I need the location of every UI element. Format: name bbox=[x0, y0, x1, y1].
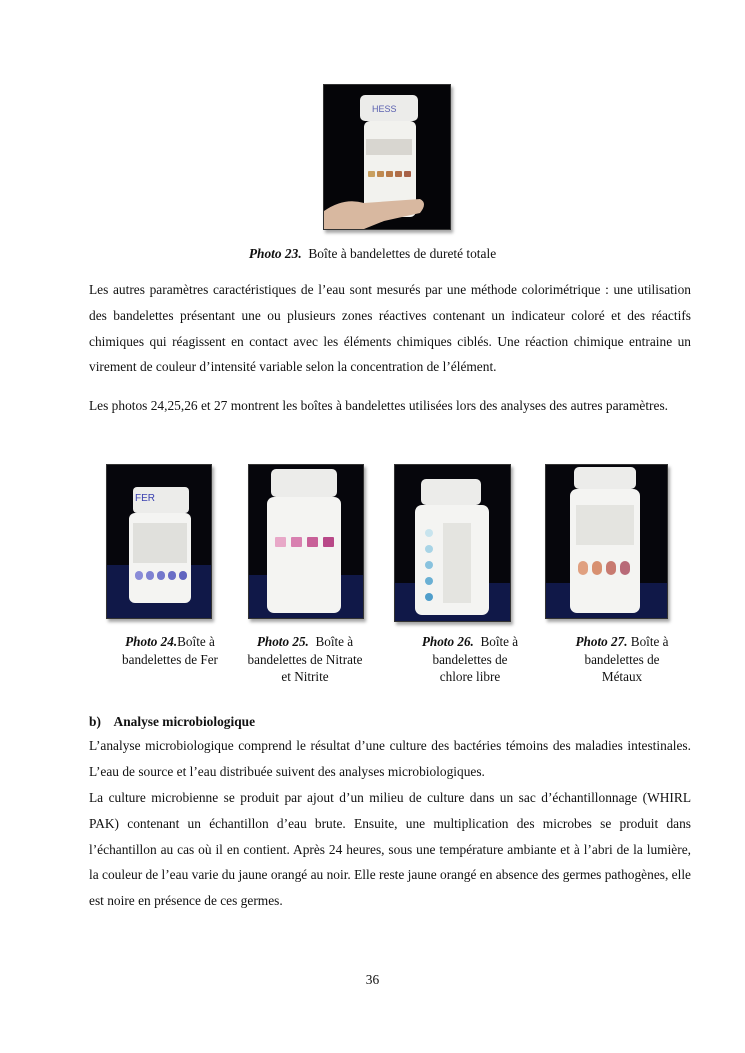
photo-27-caption-line2: bandelettes de bbox=[584, 651, 660, 667]
hard-sw-swatch bbox=[404, 171, 411, 177]
section-b-heading: b) Analyse microbiologique bbox=[89, 714, 256, 729]
photo-26-caption-line3: chlore libre bbox=[439, 669, 501, 684]
iron-sw-swatch bbox=[157, 571, 165, 580]
photo-24-caption-line1: Boîte à bbox=[177, 634, 215, 649]
nitrate-sw-swatch bbox=[291, 537, 302, 547]
page-number: 36 bbox=[365, 972, 380, 987]
paragraph-microbio-culture: La culture microbienne se produit par ajout d’un milieu de culture dans un sac d’échantillonnage (WHIRL PAK) contenant un échantillon d’eau brute. Ensuite, une multiplication des microbes se produit dans l’échantillon au cas où il en contient. Après 24 heures, sous une température ambiante et à l’abri de la lumière, la couleur de l’eau varie du jaune orangé au noir. Elle reste jaune orangé en absence des germes pathogènes, elle est noire en présence de ces germes. bbox=[89, 790, 691, 909]
iron-sw-swatch bbox=[146, 571, 154, 580]
photo-26-caption bbox=[395, 633, 545, 686]
chlorine-sw-swatch bbox=[425, 529, 433, 537]
hard-sw-swatch bbox=[395, 171, 402, 177]
metals-sw-swatch bbox=[592, 561, 602, 575]
hard-sw-swatch bbox=[377, 171, 384, 177]
photo-27-image bbox=[545, 464, 668, 619]
metals-sw-swatch bbox=[606, 561, 616, 575]
photo-25-caption-line2: bandelettes de Nitrate bbox=[247, 651, 363, 667]
hard-sw-swatch bbox=[368, 171, 375, 177]
metals-sw-swatch bbox=[620, 561, 630, 575]
photo-26-caption-line2: bandelettes de bbox=[432, 651, 508, 667]
photo-23-bottle-writing: HESS bbox=[372, 104, 397, 114]
photo-26-image bbox=[394, 464, 511, 622]
nitrate-sw-swatch bbox=[323, 537, 334, 547]
photo-26-label: Photo 26. bbox=[421, 634, 474, 649]
photo-24-bottle-writing: FER bbox=[135, 493, 155, 504]
paragraph-microbio-intro: L’analyse microbiologique comprend le résultat d’une culture des bactéries témoins des maladies intestinales. L’eau de source et l’eau distribuée suivent des analyses microbiologiques. bbox=[89, 738, 691, 779]
metals-sw-swatch bbox=[578, 561, 588, 575]
photo-24-label: Photo 24. bbox=[125, 634, 178, 649]
photo-23-image bbox=[323, 84, 451, 230]
nitrate-sw-swatch bbox=[307, 537, 318, 547]
chlorine-sw-swatch bbox=[425, 577, 433, 585]
chlorine-sw-swatch bbox=[425, 561, 433, 569]
iron-sw-swatch bbox=[135, 571, 143, 580]
photo-25-caption-line1: Boîte à bbox=[315, 634, 354, 649]
photo-27-label: Photo 27. bbox=[575, 634, 628, 649]
photo-25-image bbox=[248, 464, 364, 619]
paragraph-photos-intro: Les photos 24,25,26 et 27 montrent les boîtes à bandelettes utilisées lors des analyses des autres paramètres. bbox=[89, 398, 669, 413]
iron-sw-swatch bbox=[179, 571, 187, 580]
photo-24-caption bbox=[108, 633, 232, 668]
photo-26-caption-line1: Boîte à bbox=[480, 634, 519, 649]
chlorine-sw-swatch bbox=[425, 545, 433, 553]
photo-25-caption bbox=[235, 633, 375, 686]
paragraph-colorimetric: Les autres paramètres caractéristiques de l’eau sont mesurés par une méthode colorimétrique : une utilisation des bandelettes présentant une ou plusieurs zones réactives contenant un indicateur coloré et des réactifs chimiques qui réagissent en contact avec les éléments chimiques ciblés. Une réaction chimique entraine un virement de couleur d’intensité variable selon la concentration de l’élément. bbox=[89, 282, 691, 375]
photo-24-image bbox=[106, 464, 212, 619]
photo-24-caption-line2: bandelettes de Fer bbox=[122, 651, 218, 667]
nitrate-sw-swatch bbox=[275, 537, 286, 547]
photo-23-caption bbox=[0, 246, 745, 262]
photo-27-caption bbox=[550, 633, 694, 686]
iron-sw-swatch bbox=[168, 571, 176, 580]
photo-23-caption-text: Boîte à bandelettes de dureté totale bbox=[308, 246, 497, 261]
photo-27-caption-line3: Métaux bbox=[601, 669, 643, 684]
photo-25-label: Photo 25. bbox=[256, 634, 309, 649]
hard-sw-swatch bbox=[386, 171, 393, 177]
photo-27-caption-line1: Boîte à bbox=[630, 634, 669, 649]
chlorine-sw-swatch bbox=[425, 593, 433, 601]
photo-25-caption-line3: et Nitrite bbox=[281, 669, 329, 684]
photo-23-label: Photo 23. bbox=[248, 246, 302, 261]
